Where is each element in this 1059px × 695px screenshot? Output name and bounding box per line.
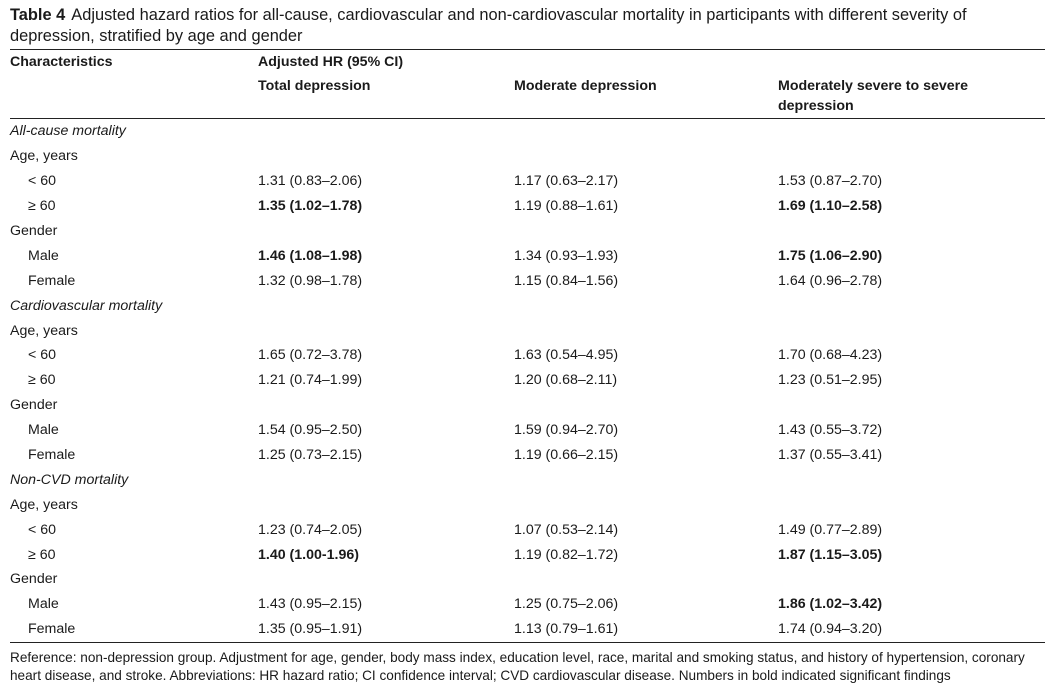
section-label: Non-CVD mortality — [10, 471, 129, 488]
total-depression-cell — [258, 119, 514, 144]
hazard-ratio-table — [10, 49, 1045, 643]
total-depression-cell — [258, 144, 514, 169]
characteristics-header: Characteristics — [10, 50, 258, 75]
total-depression-cell: 1.23 (0.74–2.05) — [258, 521, 363, 538]
row-label: < 60 — [28, 347, 57, 364]
moderate-depression-cell: 1.34 (0.93–1.93) — [514, 247, 619, 264]
severe-depression-cell: 1.87 (1.15–3.05) — [778, 546, 883, 563]
row-label: Female — [10, 617, 258, 642]
moderate-depression-header: Moderate depression — [514, 74, 778, 119]
total-depression-cell: 1.40 (1.00-1.96) — [258, 546, 359, 563]
row-label: Male — [28, 247, 59, 264]
total-depression-cell: 1.21 (0.74–1.99) — [258, 372, 363, 389]
moderate-depression-cell: 1.17 (0.63–2.17) — [514, 173, 619, 190]
moderate-depression-cell: 1.19 (0.82–1.72) — [514, 546, 619, 563]
table-body — [10, 119, 1045, 643]
total-depression-cell: 1.54 (0.95–2.50) — [258, 422, 363, 439]
total-depression-cell: 1.25 (0.73–2.15) — [258, 447, 363, 464]
moderate-depression-cell — [514, 219, 778, 244]
severe-depression-cell: 1.86 (1.02–3.42) — [778, 596, 883, 613]
header-row-columns — [10, 74, 1045, 119]
total-depression-cell: 1.46 (1.08–1.98) — [258, 247, 363, 264]
row-label: < 60 — [28, 173, 57, 190]
group-label: Gender — [10, 571, 58, 588]
total-depression-header: Total depression — [258, 74, 514, 119]
severe-depression-cell: 1.64 (0.96–2.78) — [778, 272, 883, 289]
total-depression-cell — [258, 467, 514, 492]
section-label: Cardiovascular mortality — [10, 297, 163, 314]
table-row — [10, 368, 1045, 393]
severe-depression-cell — [778, 219, 1045, 244]
table-row — [10, 243, 1045, 268]
moderate-depression-cell — [514, 293, 778, 318]
group-label: Age, years — [10, 322, 78, 339]
moderate-depression-cell: 1.25 (0.75–2.06) — [514, 596, 619, 613]
total-depression-cell — [258, 393, 514, 418]
moderate-depression-cell — [514, 318, 778, 343]
severe-depression-cell: 1.70 (0.68–4.23) — [778, 347, 883, 364]
section-row — [10, 467, 1045, 492]
header-row-top — [10, 50, 1045, 75]
moderate-depression-cell — [514, 567, 778, 592]
moderate-depression-cell — [514, 393, 778, 418]
severe-depression-cell — [778, 467, 1045, 492]
group-row — [10, 144, 1045, 169]
table-row — [10, 169, 1045, 194]
group-row — [10, 393, 1045, 418]
table-row — [10, 517, 1045, 542]
table-footnote: Reference: non-depression group. Adjustment for age, gender, body mass index, education level, race, marital and smoking status, and history of hypertension, coronary heart disease, and stroke. Abbreviations: HR hazard ratio; CI confidence interval; CVD cardiovascular disease. Numbers in bold indicated significant findings — [10, 649, 1025, 683]
severe-depression-cell: 1.69 (1.10–2.58) — [778, 198, 883, 215]
moderate-depression-cell — [514, 119, 778, 144]
severe-depression-cell — [778, 492, 1045, 517]
section-row — [10, 119, 1045, 144]
row-label: Male — [28, 596, 59, 613]
total-depression-cell: 1.35 (0.95–1.91) — [258, 617, 514, 642]
moderate-depression-cell: 1.19 (0.66–2.15) — [514, 447, 619, 464]
group-row — [10, 318, 1045, 343]
row-label: Female — [28, 272, 76, 289]
table-row — [10, 542, 1045, 567]
empty-header-cell — [10, 74, 258, 119]
total-depression-cell — [258, 293, 514, 318]
row-label: Female — [28, 447, 76, 464]
moderate-depression-cell: 1.15 (0.84–1.56) — [514, 272, 619, 289]
severe-depression-cell — [778, 567, 1045, 592]
moderate-depression-cell — [514, 492, 778, 517]
moderate-depression-cell: 1.59 (0.94–2.70) — [514, 422, 619, 439]
row-label: < 60 — [28, 521, 57, 538]
total-depression-cell: 1.31 (0.83–2.06) — [258, 173, 363, 190]
row-label: Male — [28, 422, 59, 439]
total-depression-cell: 1.32 (0.98–1.78) — [258, 272, 363, 289]
table-row — [10, 617, 1045, 642]
table-caption-text: Adjusted hazard ratios for all-cause, cardiovascular and non-cardiovascular mortality in participants with different severity of depression, stratified by age and gender — [10, 6, 967, 45]
severe-depression-cell — [778, 144, 1045, 169]
severe-depression-header: Moderately severe to severe depression — [778, 74, 1045, 119]
total-depression-cell: 1.35 (1.02–1.78) — [258, 198, 363, 215]
moderate-depression-cell: 1.19 (0.88–1.61) — [514, 198, 619, 215]
table-row — [10, 592, 1045, 617]
total-depression-cell — [258, 492, 514, 517]
total-depression-cell — [258, 318, 514, 343]
severe-depression-cell: 1.23 (0.51–2.95) — [778, 372, 883, 389]
severe-depression-cell — [778, 293, 1045, 318]
table-row — [10, 194, 1045, 219]
total-depression-cell: 1.65 (0.72–3.78) — [258, 347, 363, 364]
group-label: Gender — [10, 223, 58, 239]
severe-depression-cell: 1.37 (0.55–3.41) — [778, 447, 883, 464]
severe-depression-cell: 1.49 (0.77–2.89) — [778, 521, 883, 538]
section-label: All-cause mortality — [10, 123, 126, 140]
total-depression-cell — [258, 567, 514, 592]
group-label: Gender — [10, 397, 58, 414]
table-label: Table 4 — [10, 6, 66, 24]
group-row — [10, 492, 1045, 517]
table-row — [10, 343, 1045, 368]
severe-depression-cell: 1.74 (0.94–3.20) — [778, 617, 1045, 642]
group-row — [10, 567, 1045, 592]
severe-depression-cell: 1.43 (0.55–3.72) — [778, 422, 883, 439]
moderate-depression-cell: 1.13 (0.79–1.61) — [514, 617, 778, 642]
severe-depression-cell: 1.53 (0.87–2.70) — [778, 173, 883, 190]
total-depression-cell — [258, 219, 514, 244]
section-row — [10, 293, 1045, 318]
group-row — [10, 219, 1045, 244]
row-label: ≥ 60 — [28, 372, 56, 389]
table-row — [10, 443, 1045, 468]
group-label: Age, years — [10, 148, 78, 165]
severe-depression-cell: 1.75 (1.06–2.90) — [778, 247, 883, 264]
adjusted-hr-header: Adjusted HR (95% CI) — [258, 50, 1045, 75]
row-label: ≥ 60 — [28, 546, 56, 563]
moderate-depression-cell — [514, 144, 778, 169]
table-row — [10, 418, 1045, 443]
severe-depression-cell — [778, 318, 1045, 343]
moderate-depression-cell: 1.63 (0.54–4.95) — [514, 347, 619, 364]
severe-depression-cell — [778, 393, 1045, 418]
table-row — [10, 268, 1045, 293]
row-label: ≥ 60 — [28, 198, 56, 215]
severe-depression-cell — [778, 119, 1045, 144]
table-caption — [10, 5, 1047, 47]
total-depression-cell: 1.43 (0.95–2.15) — [258, 596, 363, 613]
moderate-depression-cell: 1.20 (0.68–2.11) — [514, 372, 618, 389]
moderate-depression-cell — [514, 467, 778, 492]
moderate-depression-cell: 1.07 (0.53–2.14) — [514, 521, 619, 538]
group-label: Age, years — [10, 496, 78, 513]
